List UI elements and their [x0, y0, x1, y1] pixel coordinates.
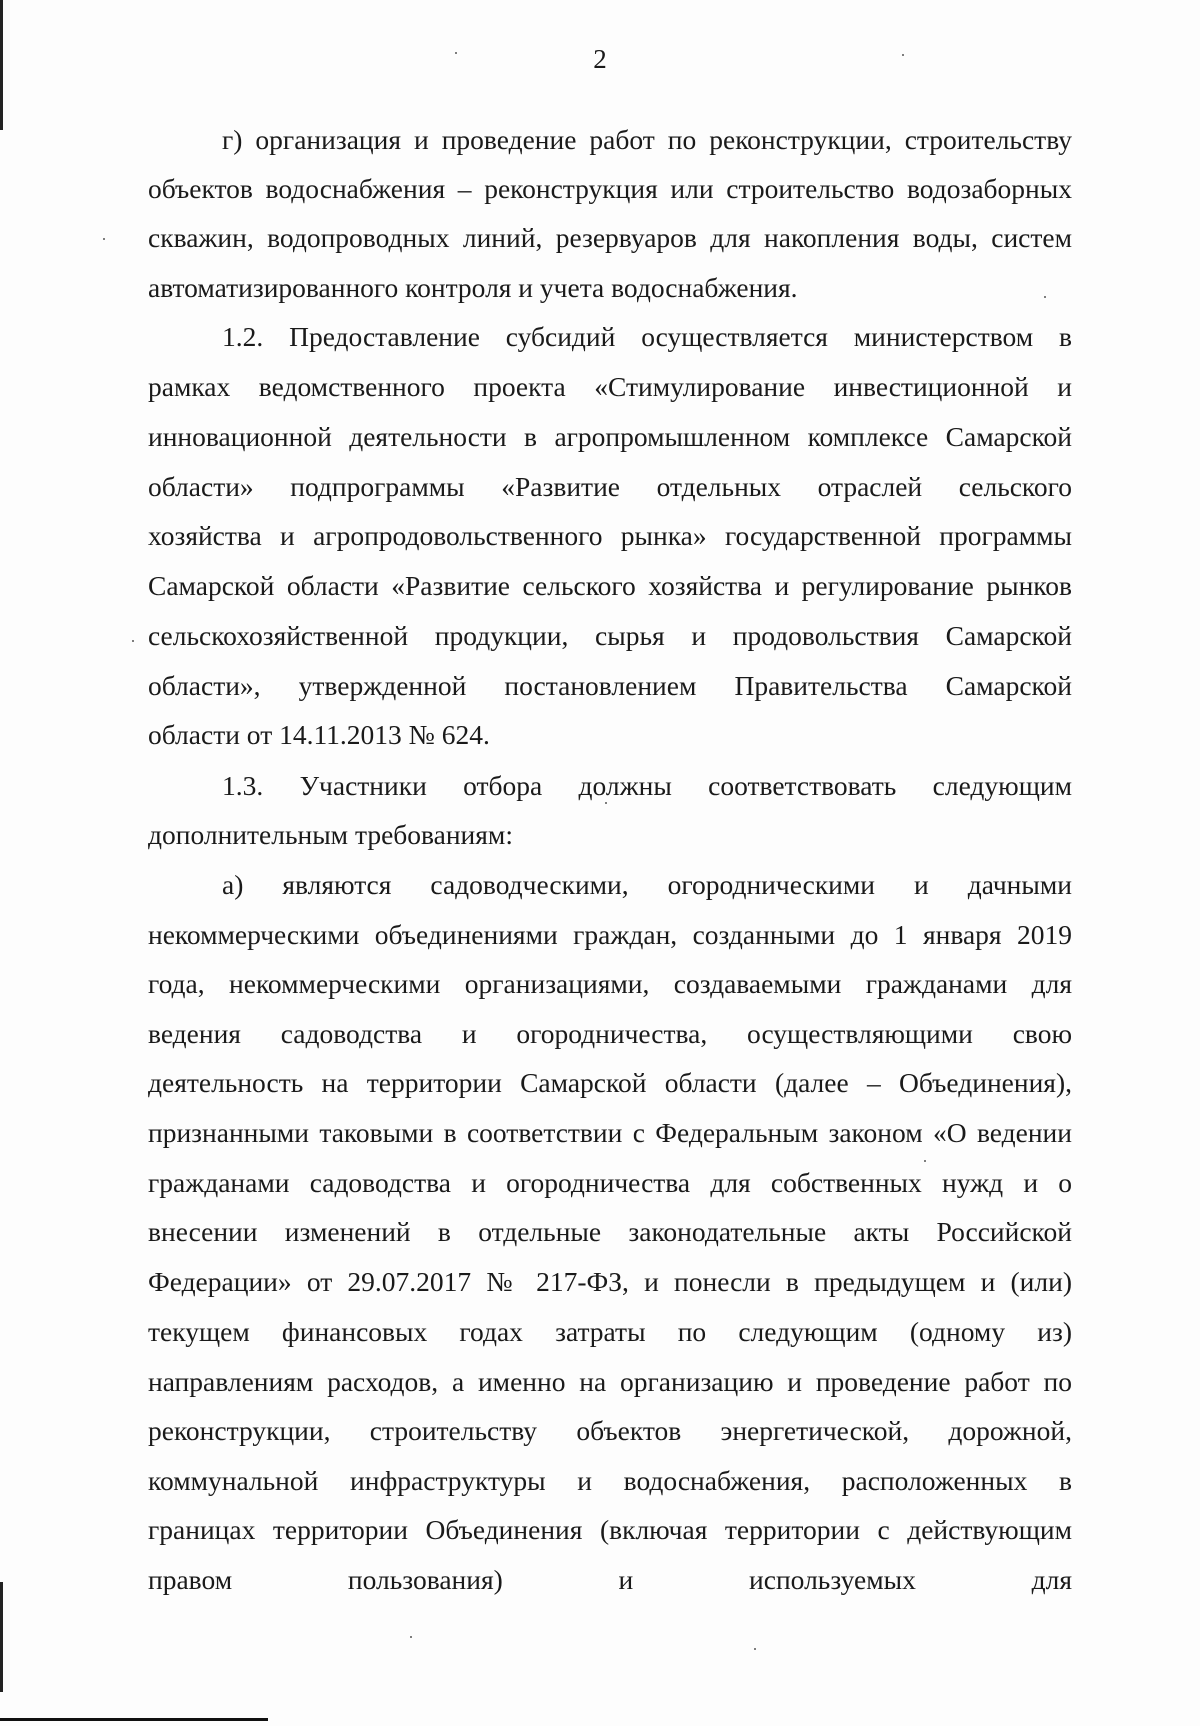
text-line: некоммерческими объединениями граждан, созданными до 1 января 2019	[148, 919, 1072, 950]
text-line: инновационной деятельности в агропромышленном комплексе Самарской	[148, 421, 1072, 452]
scan-speck	[754, 1648, 756, 1650]
scan-speck	[132, 640, 134, 642]
text-line: 1.3. Участники отбора должны соответствовать следующим	[222, 770, 1072, 801]
text-line: Федерации» от 29.07.2017 № 217-ФЗ, и понесли в предыдущем и (или)	[148, 1266, 1072, 1297]
text-line: области», утвержденной постановлением Правительства Самарской	[148, 670, 1072, 701]
text-line: г) организация и проведение работ по реконструкции, строительству	[222, 124, 1072, 155]
text-line: коммунальной инфраструктуры и водоснабжения, расположенных в	[148, 1465, 1072, 1496]
text-line: скважин, водопроводных линий, резервуаров для накопления воды, систем	[148, 222, 1072, 253]
text-line: области от 14.11.2013 № 624.	[148, 719, 490, 750]
text-line: дополнительным требованиям:	[148, 819, 513, 850]
text-line: хозяйства и агропродовольственного рынка» государственной программы	[148, 520, 1072, 551]
text-line: года, некоммерческими организациями, создаваемыми гражданами для	[148, 968, 1072, 999]
text-line: ведения садоводства и огородничества, осуществляющими свою	[148, 1018, 1072, 1049]
text-line: текущем финансовых годах затраты по следующим (одному из)	[148, 1316, 1072, 1347]
text-line: рамках ведомственного проекта «Стимулирование инвестиционной и	[148, 371, 1072, 402]
text-line: автоматизированного контроля и учета водоснабжения.	[148, 272, 798, 303]
scan-bottom-mark	[0, 1718, 268, 1721]
text-line: а) являются садоводческими, огородническими и дачными	[222, 869, 1072, 900]
text-line: Самарской области «Развитие сельского хозяйства и регулирование рынков	[148, 570, 1072, 601]
text-line: объектов водоснабжения – реконструкция или строительство водозаборных	[148, 173, 1072, 204]
text-line: признанными таковыми в соответствии с Федеральным законом «О ведении	[148, 1117, 1072, 1148]
scan-edge-mark	[0, 1582, 3, 1692]
text-line: границах территории Объединения (включая территории с действующим	[148, 1514, 1072, 1545]
scan-speck	[924, 1160, 926, 1162]
scan-speck	[103, 238, 105, 240]
text-line: реконструкции, строительству объектов энергетической, дорожной,	[148, 1415, 1072, 1446]
text-line: области» подпрограммы «Развитие отдельных отраслей сельского	[148, 471, 1072, 502]
text-line: 1.2. Предоставление субсидий осуществляется министерством в	[222, 321, 1072, 352]
text-line: гражданами садоводства и огородничества для собственных нужд и о	[148, 1167, 1072, 1198]
scan-speck	[410, 1636, 412, 1638]
text-line: сельскохозяйственной продукции, сырья и продовольствия Самарской	[148, 620, 1072, 651]
scan-speck	[605, 802, 607, 804]
page-number: 2	[593, 44, 607, 74]
text-line: направлениям расходов, а именно на организацию и проведение работ по	[148, 1366, 1072, 1397]
text-line: правом пользования) и используемых для	[148, 1564, 1072, 1595]
text-line: деятельность на территории Самарской области (далее – Объединения),	[148, 1067, 1072, 1098]
text-line: внесении изменений в отдельные законодательные акты Российской	[148, 1216, 1072, 1247]
